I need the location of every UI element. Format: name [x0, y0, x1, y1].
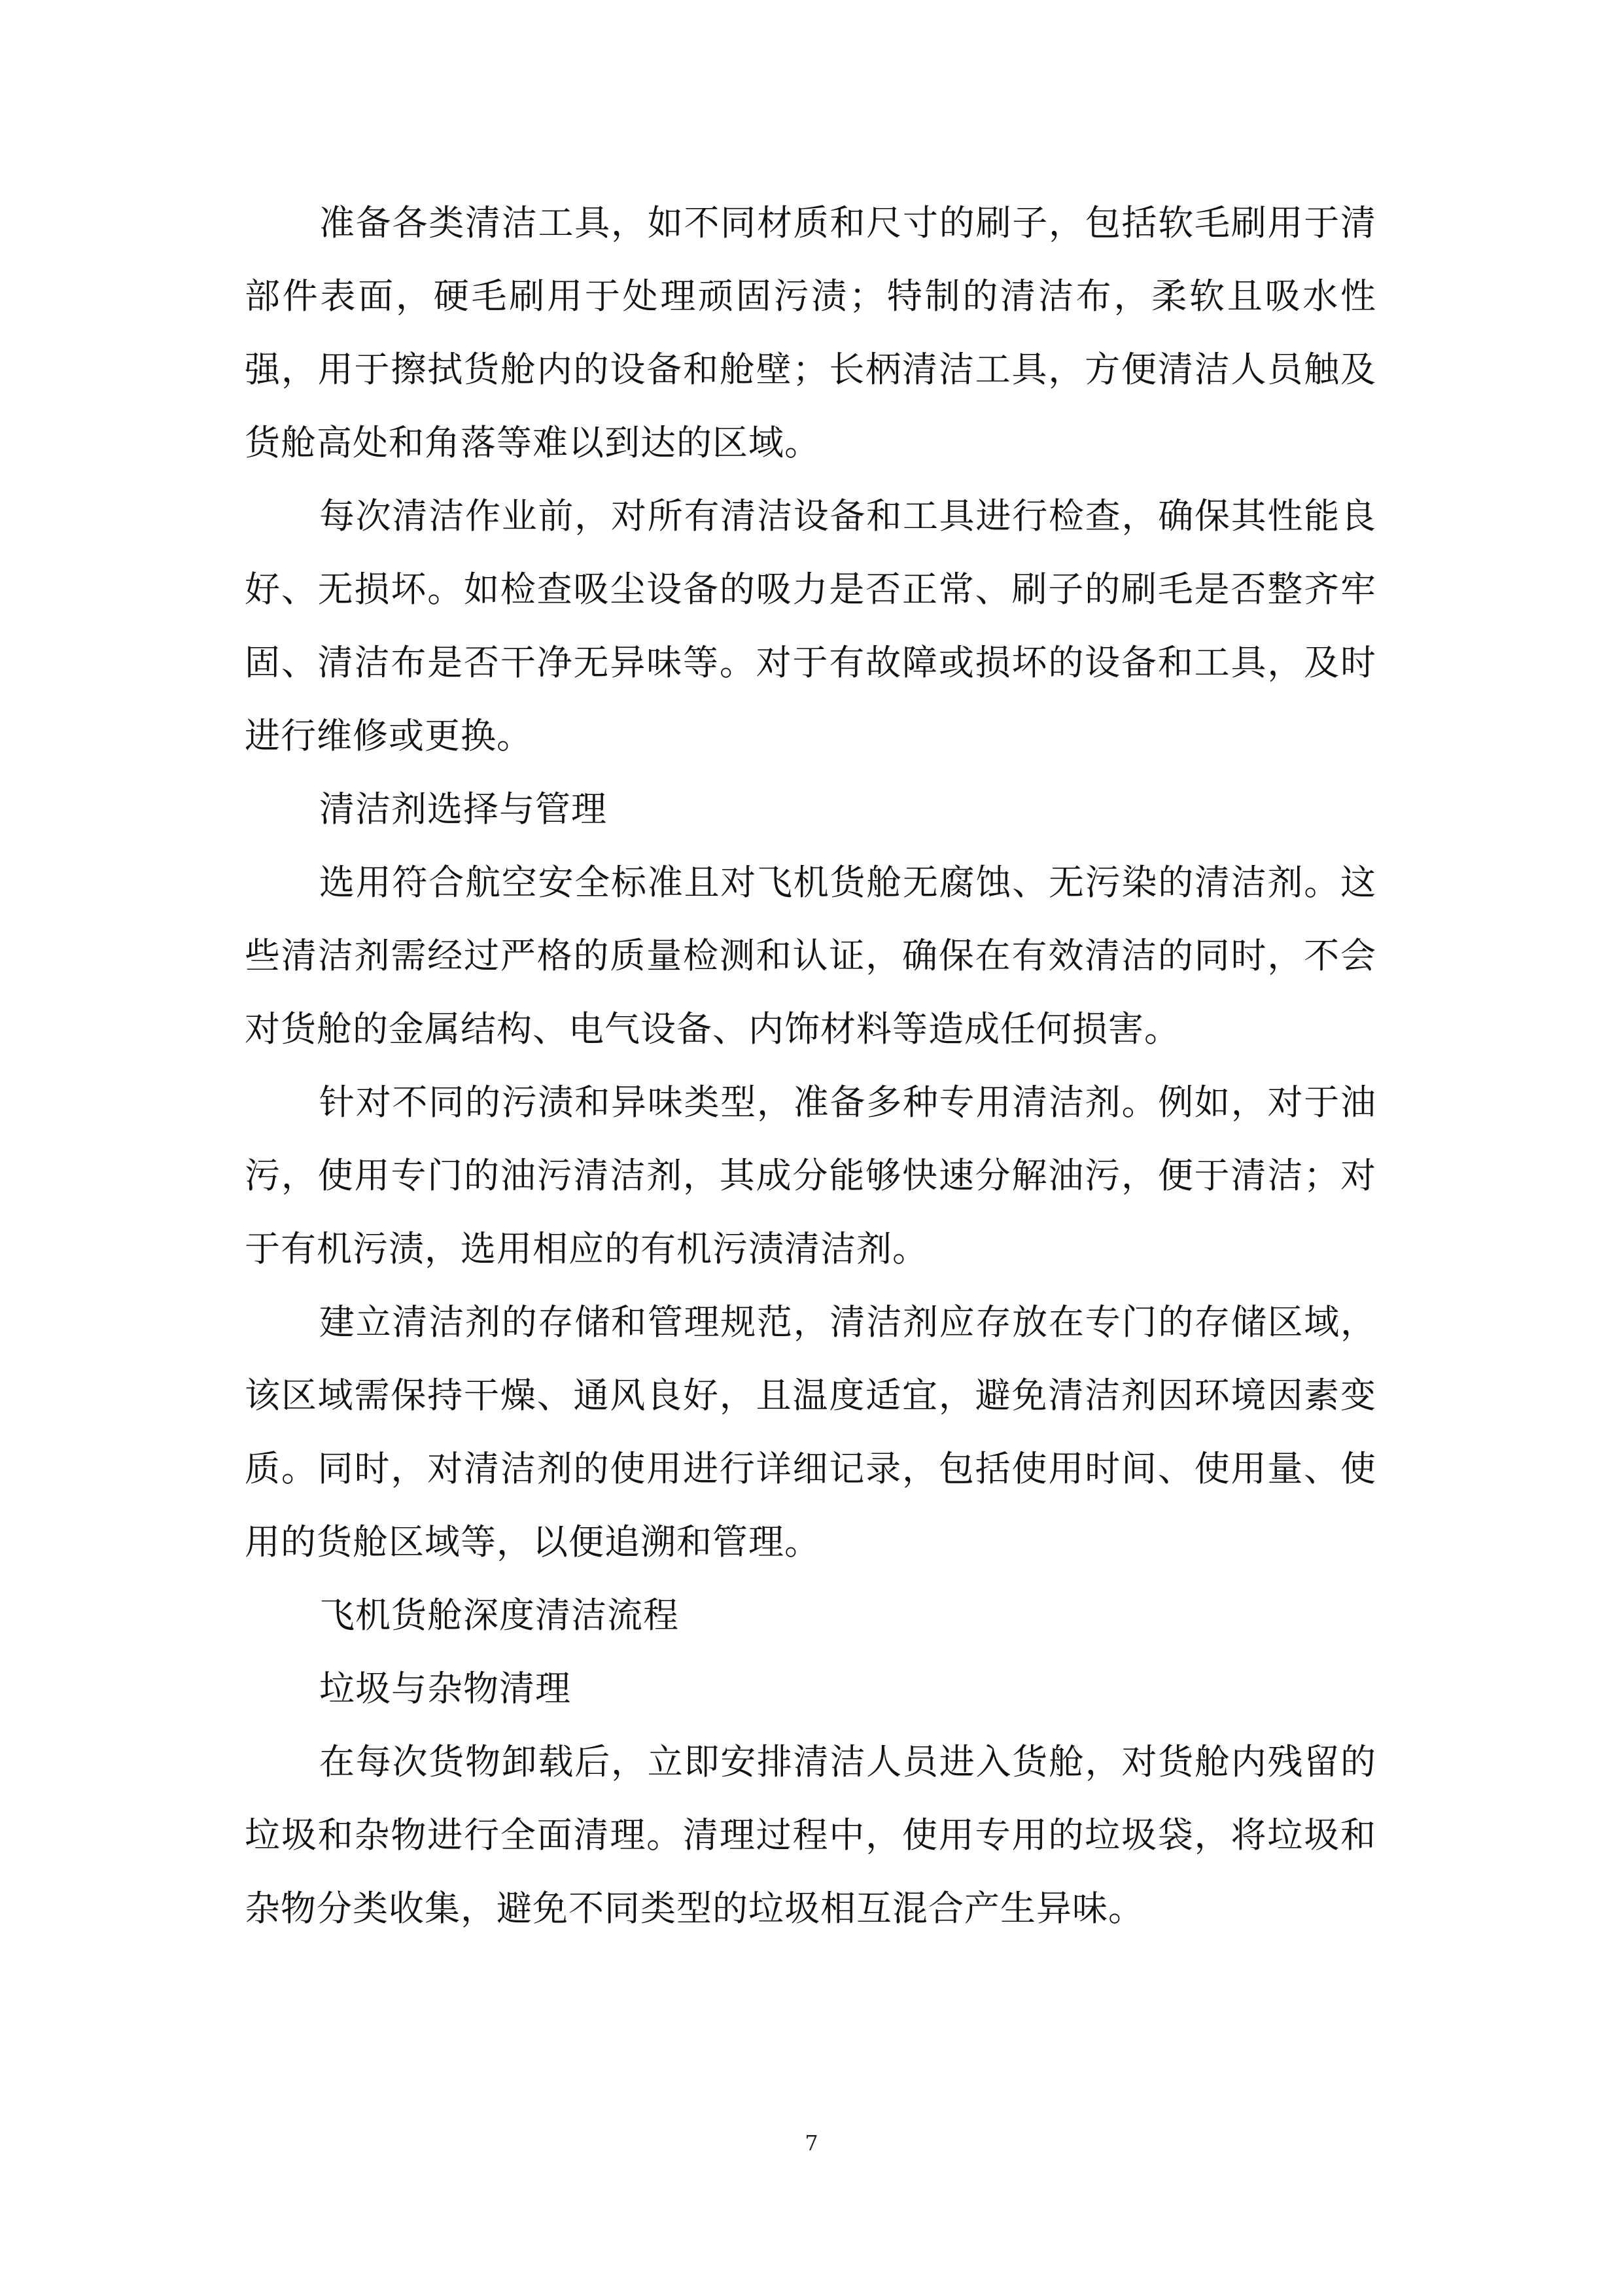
paragraph-cleaning-tools: 准备各类清洁工具，如不同材质和尺寸的刷子，包括软毛刷用于清部件表面，硬毛刷用于处理顽固污渍；特制的清洁布，柔软且吸水性强，用于擦拭货舱内的设备和舱壁；长柄清洁工具，方便清洁人员触及货舱高处和角落等难以到达的区域。 [245, 202, 1376, 463]
section-heading-deep-cleaning-process: 飞机货舱深度清洁流程 [319, 1595, 679, 1636]
section-heading-cleaner-selection: 清洁剂选择与管理 [319, 788, 607, 830]
paragraph-debris-removal: 在每次货物卸载后，立即安排清洁人员进入货舱，对货舱内残留的垃圾和杂物进行全面清理。清理过程中，使用专用的垃圾袋，将垃圾和杂物分类收集，避免不同类型的垃圾相互混合产生异味。 [245, 1741, 1376, 1929]
paragraph-special-cleaners: 针对不同的污渍和异味类型，准备多种专用清洁剂。例如，对于油污，使用专门的油污清洁剂，其成分能够快速分解油污，便于清洁；对于有机污渍，选用相应的有机污渍清洁剂。 [245, 1082, 1376, 1269]
page-body [245, 186, 1376, 1945]
paragraph-equipment-inspection: 每次清洁作业前，对所有清洁设备和工具进行检查，确保其性能良好、无损坏。如检查吸尘设备的吸力是否正常、刷子的刷毛是否整齐牢固、清洁布是否干净无异味等。对于有故障或损坏的设备和工具，及时进行维修或更换。 [245, 495, 1376, 756]
paragraph-cleaner-storage: 建立清洁剂的存储和管理规范，清洁剂应存放在专门的存储区域，该区域需保持干燥、通风良好，且温度适宜，避免清洁剂因环境因素变质。同时，对清洁剂的使用进行详细记录，包括使用时间、使用量、使用的货舱区域等，以便追溯和管理。 [245, 1301, 1376, 1563]
paragraph-cleaner-standards: 选用符合航空安全标准且对飞机货舱无腐蚀、无污染的清洁剂。这些清洁剂需经过严格的质量检测和认证，确保在有效清洁的同时，不会对货舱的金属结构、电气设备、内饰材料等造成任何损害。 [245, 862, 1376, 1050]
subsection-heading-debris-removal: 垃圾与杂物清理 [319, 1668, 571, 1709]
page-number: 7 [805, 2130, 818, 2155]
